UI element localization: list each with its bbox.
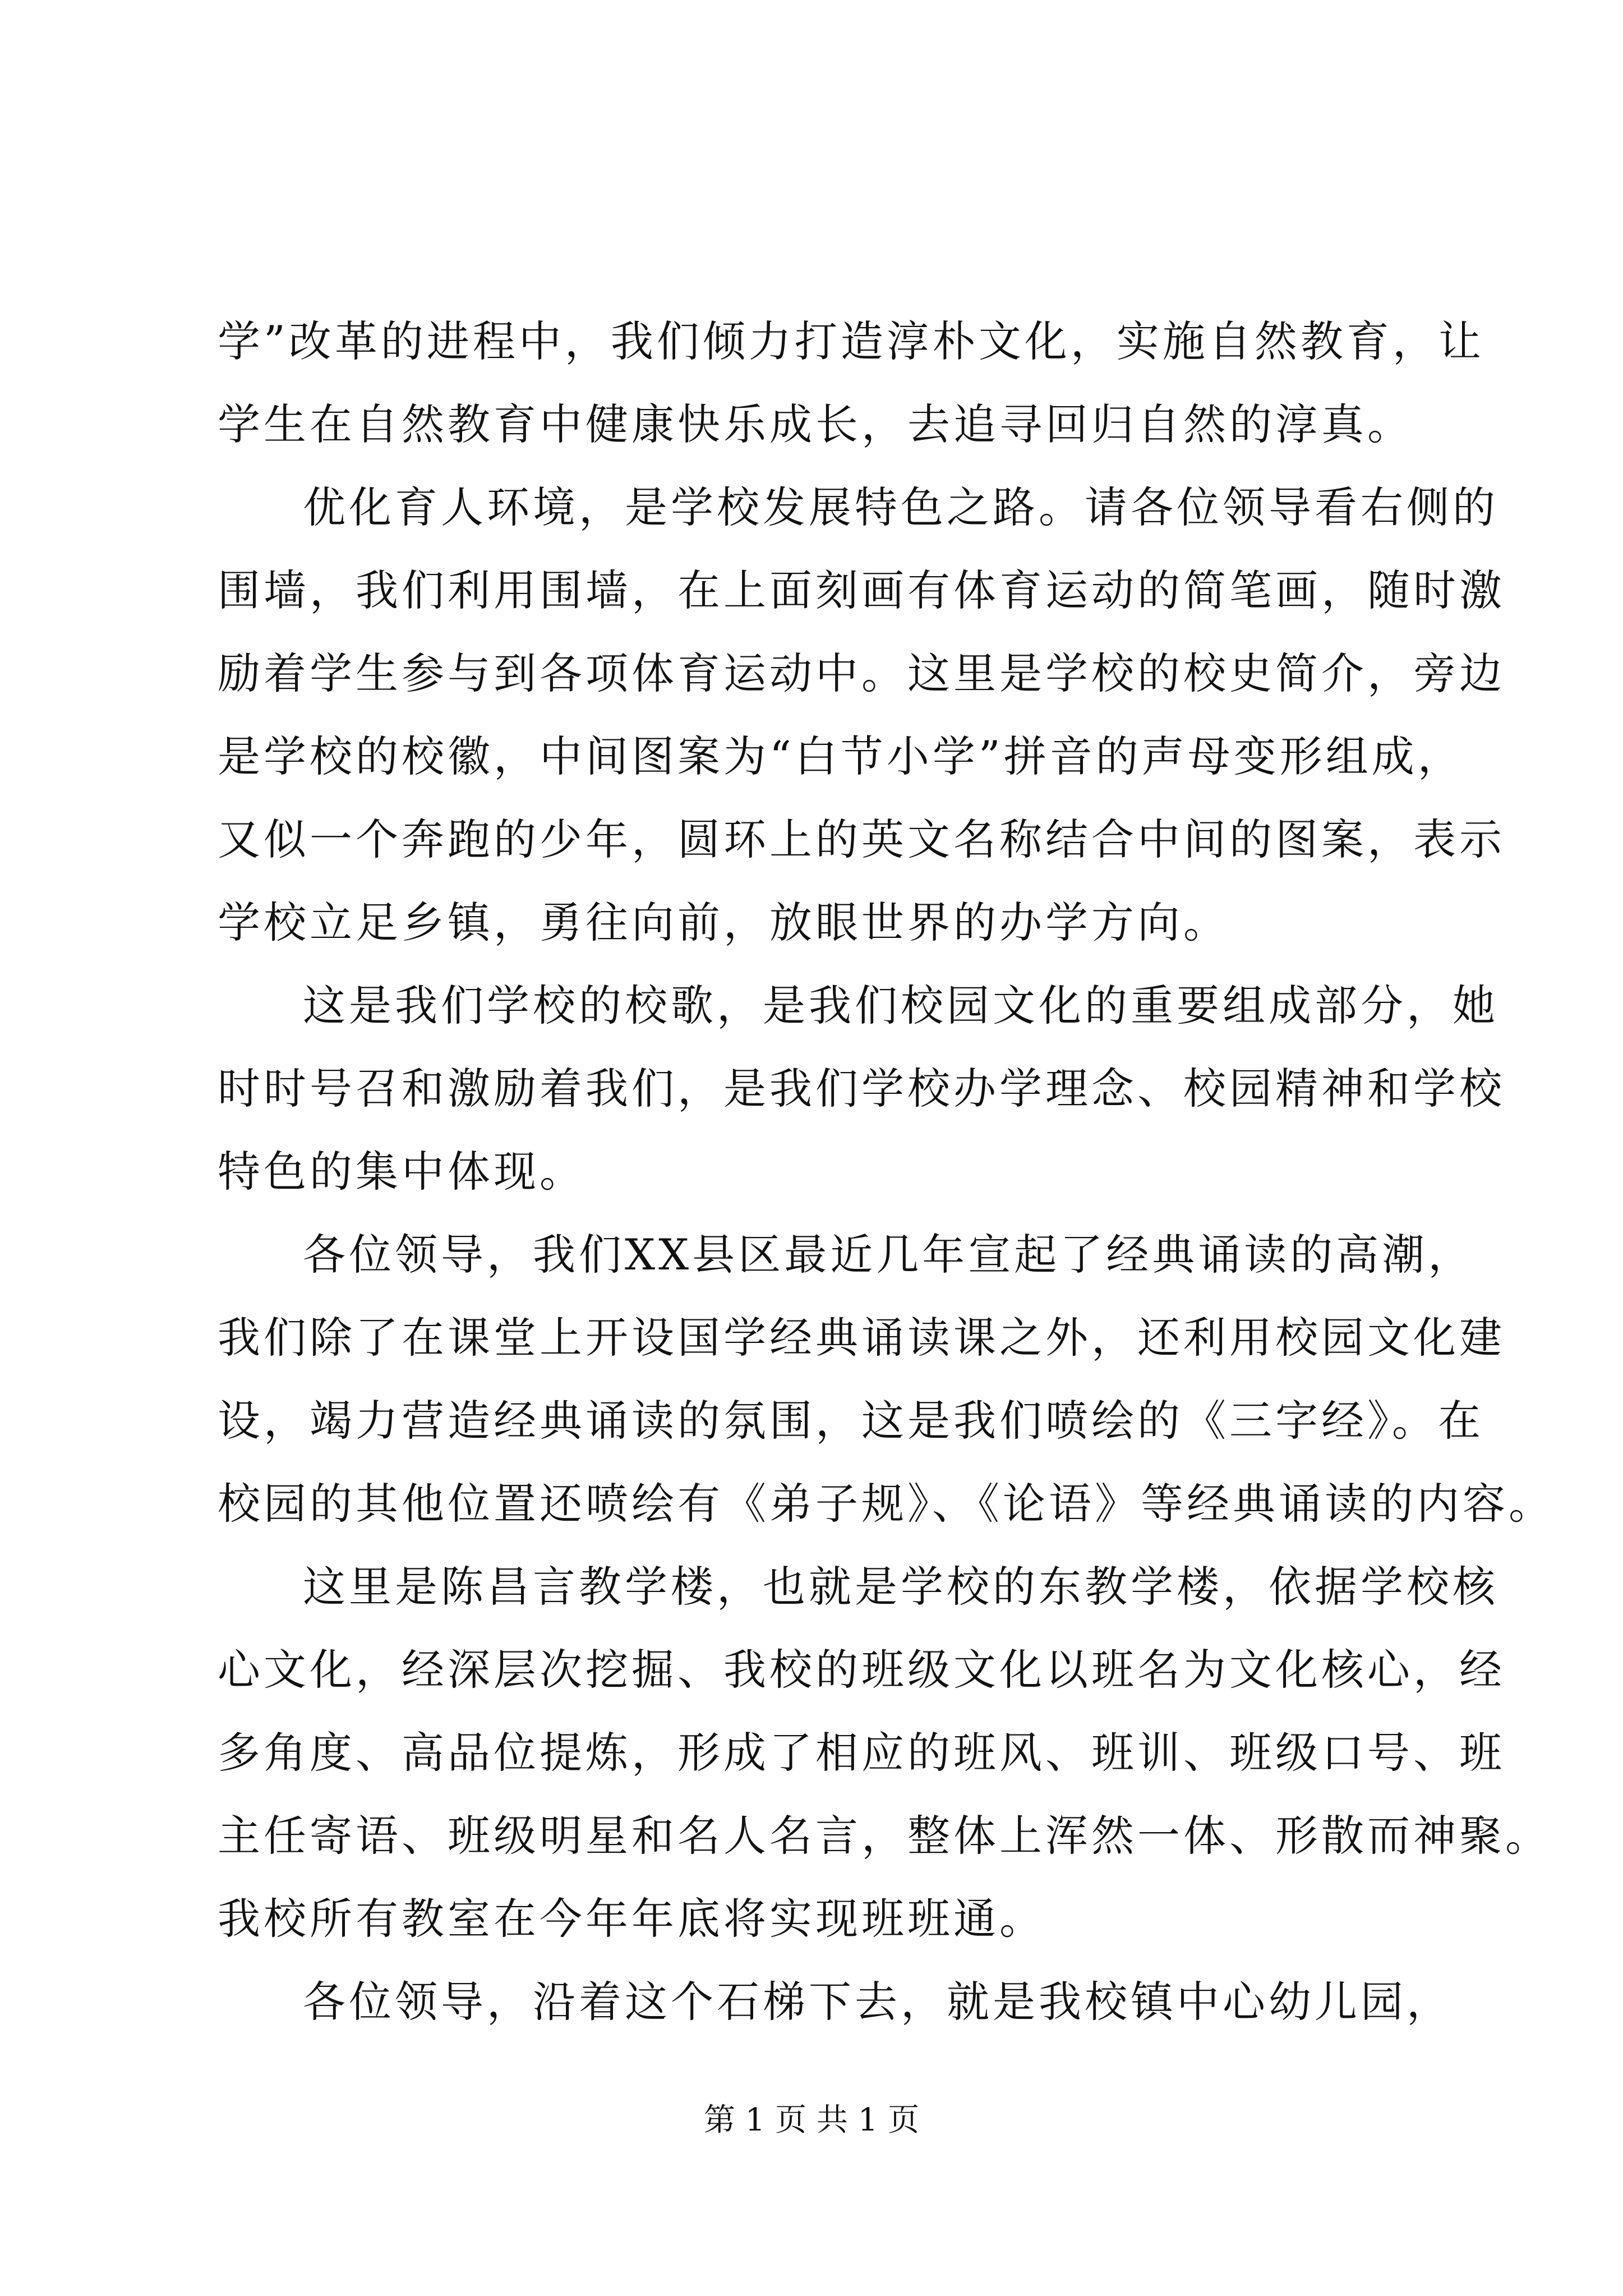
text-line-9: 这是我们学校的校歌，是我们校园文化的重要组成部分，她 [303,981,1498,1030]
text-line-13: 我们除了在课堂上开设国学经典诵读课之外，还利用校园文化建 [218,1313,1505,1363]
text-line-2: 学生在自然教育中健康快乐成长，去追寻回归自然的淳真。 [218,399,1413,449]
text-line-17: 心文化，经深层次挖掘、我校的班级文化以班名为文化核心，经 [218,1645,1505,1695]
text-line-8: 学校立足乡镇，勇往向前，放眼世界的办学方向。 [218,898,1229,947]
text-line-6: 是学校的校徽，中间图案为“白节小学”拼音的声母变形组成， [218,731,1464,781]
document-body [218,300,1555,2044]
text-line-3: 优化育人环境，是学校发展特色之路。请各位领导看右侧的 [303,482,1498,532]
text-line-20: 我校所有教室在今年年底将实现班班通。 [218,1894,1045,1944]
text-line-21: 各位领导，沿着这个石梯下去，就是我校镇中心幼儿园， [303,1977,1453,2027]
text-line-5: 励着学生参与到各项体育运动中。这里是学校的校史简介，旁边 [218,648,1505,698]
text-line-1: 学”改革的进程中，我们倾力打造淳朴文化，实施自然教育，让 [218,316,1484,366]
text-line-11: 特色的集中体现。 [218,1147,585,1197]
text-line-16: 这里是陈昌言教学楼，也就是学校的东教学楼，依据学校核 [303,1562,1498,1612]
text-line-4: 围墙，我们利用围墙，在上面刻画有体育运动的简笔画，随时激 [218,565,1505,615]
text-line-14: 设，竭力营造经典诵读的氛围，这是我们喷绘的《三字经》。在 [218,1396,1484,1446]
text-line-7: 又似一个奔跑的少年，圆环上的英文名称结合中间的图案，表示 [218,815,1505,864]
text-line-19: 主任寄语、班级明星和名人名言，整体上浑然一体、形散而神聚。 [218,1811,1551,1861]
text-line-18: 多角度、高品位提炼，形成了相应的班风、班训、班级口号、班 [218,1728,1505,1778]
page-number-footer: 第 1 页 共 1 页 [703,2102,920,2138]
text-line-12: 各位领导，我们XX县区最近几年宣起了经典诵读的高潮， [303,1230,1474,1280]
text-line-10: 时时号召和激励着我们，是我们学校办学理念、校园精神和学校 [218,1064,1505,1114]
text-line-15: 校园的其他位置还喷绘有《弟子规》、《论语》等经典诵读的内容。 [218,1479,1555,1529]
